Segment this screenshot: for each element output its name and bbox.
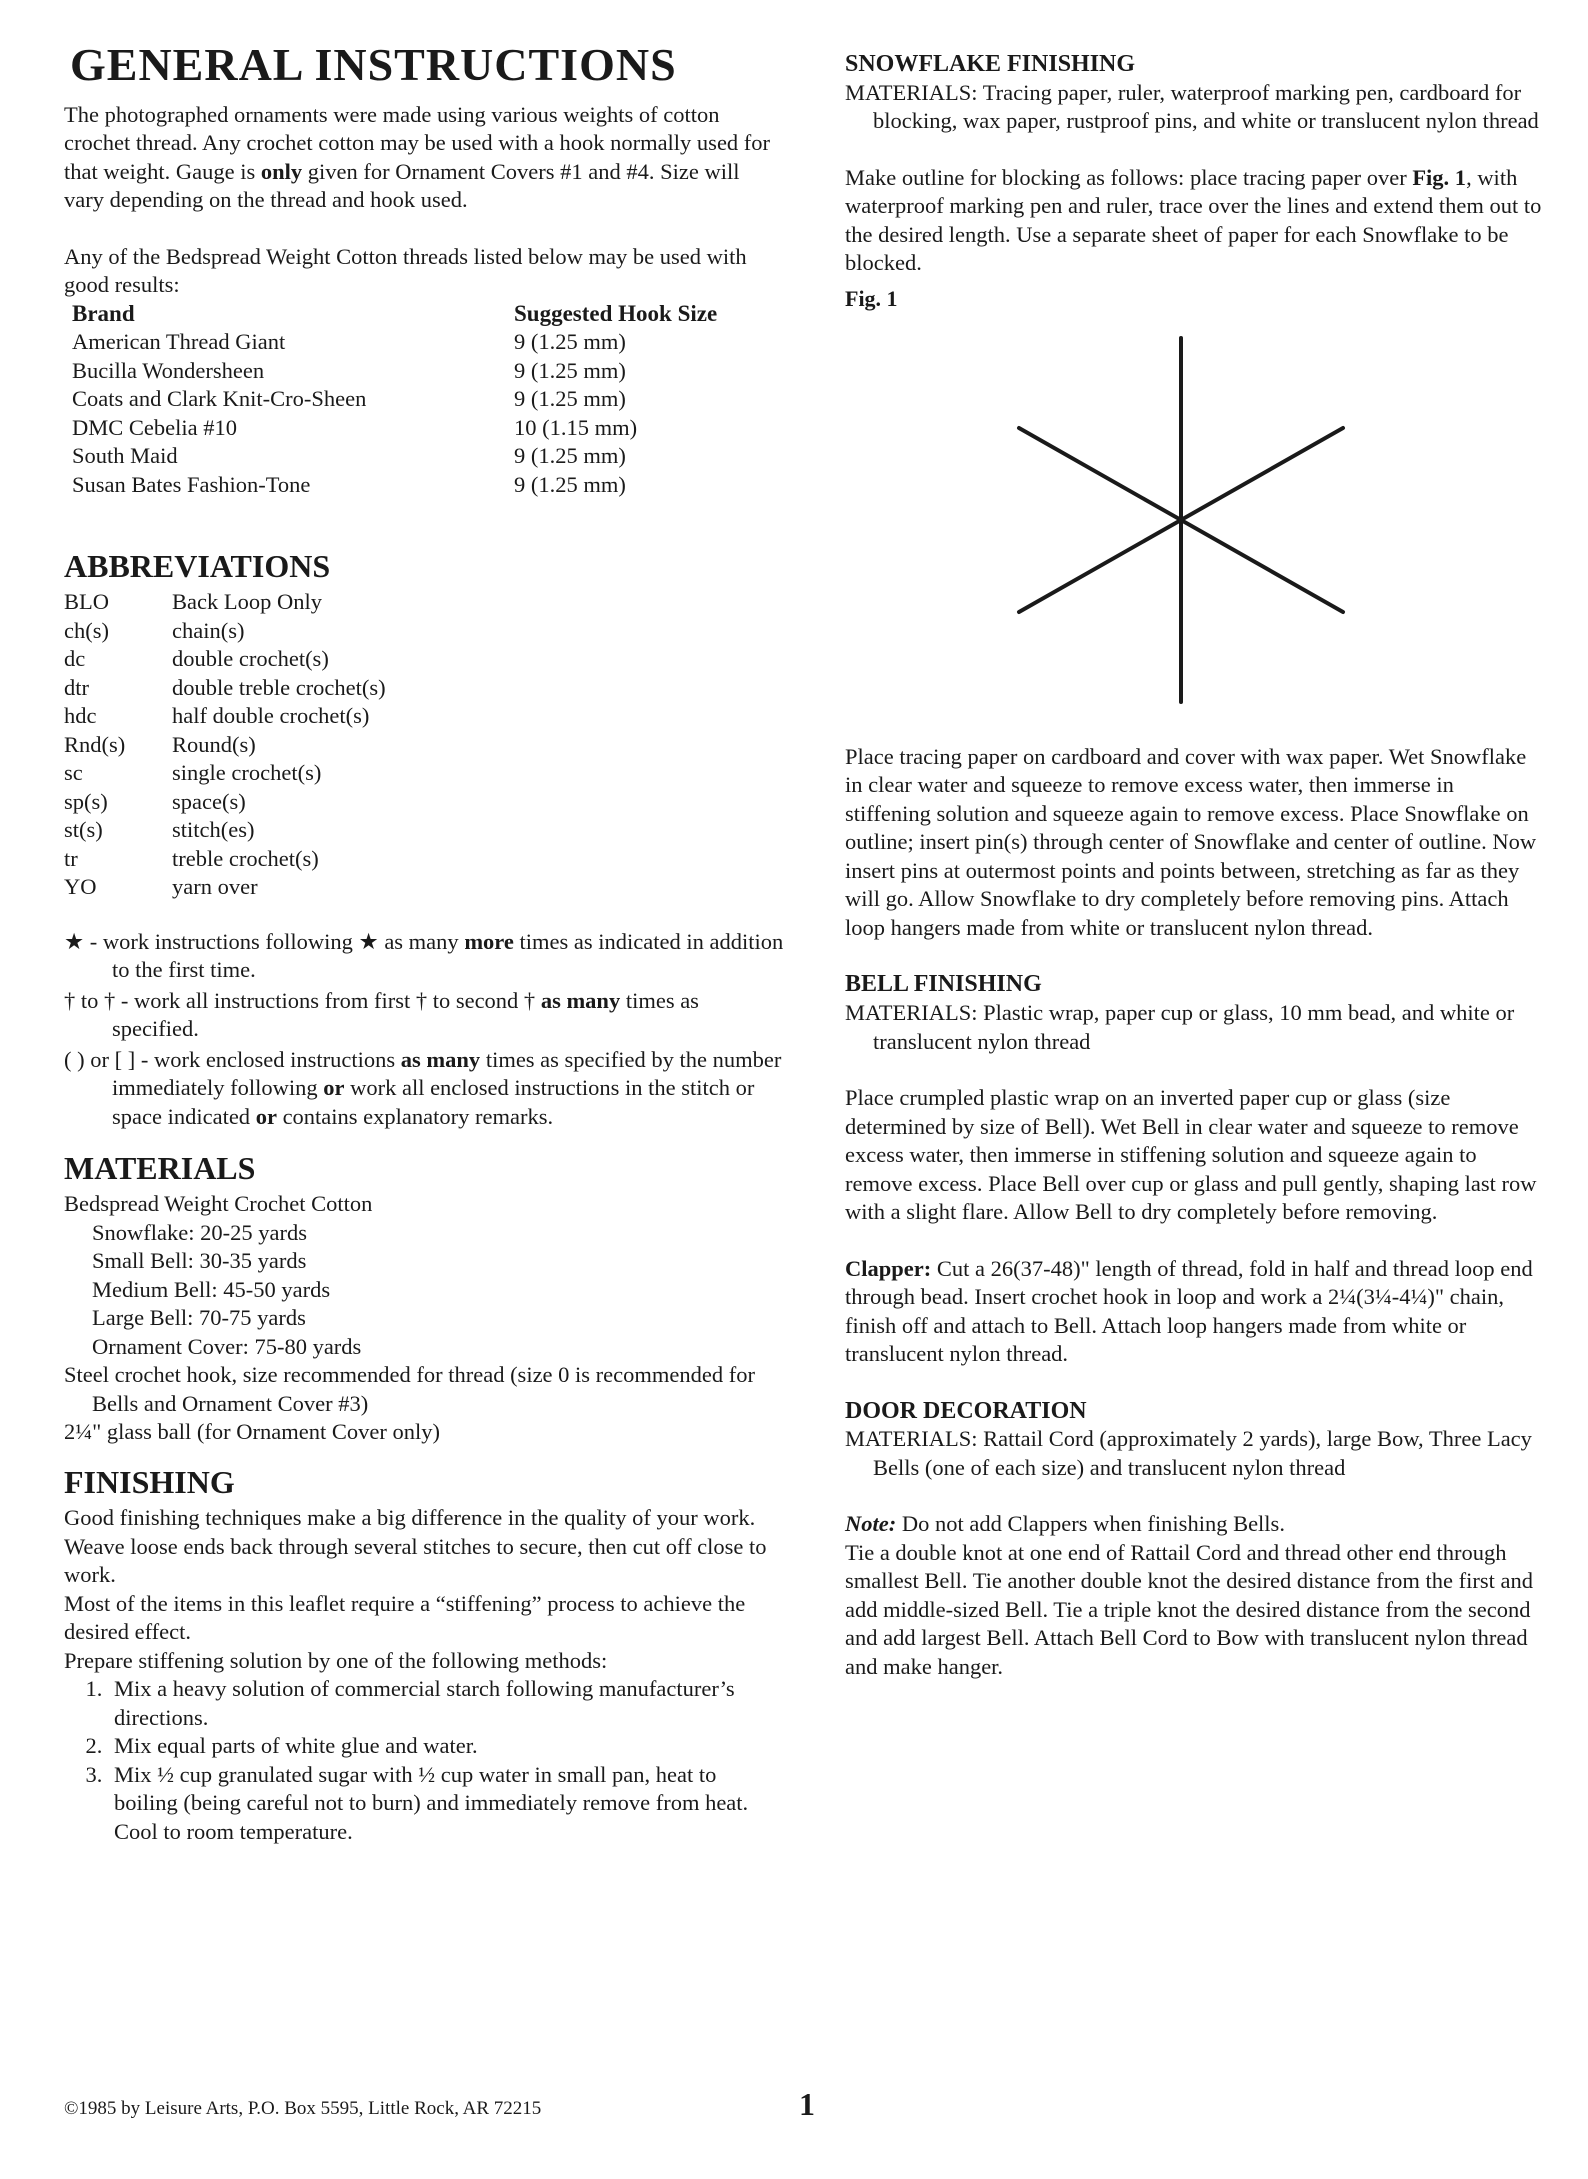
abbreviations-table <box>64 588 386 902</box>
list-item <box>64 873 386 902</box>
snowflake-outline-paragraph: Make outline for blocking as follows: place tracing paper over Fig. 1, with waterproof marking pen and ruler, trace over the lines and extend them out to the desired length. Use a separate sheet of paper for each Snowflake to be blocked. <box>845 164 1542 276</box>
snowflake-heading: SNOWFLAKE FINISHING <box>845 51 1136 77</box>
abbreviation-meaning: double treble crochet(s) <box>172 674 386 700</box>
threads-intro: Any of the Bedspread Weight Cotton threads listed below may be used with good results: <box>64 243 747 298</box>
abbreviation-meaning: double crochet(s) <box>172 646 329 672</box>
left-column <box>64 40 784 1846</box>
list-item <box>64 845 386 874</box>
abbreviation: st(s) <box>64 817 103 843</box>
table-row <box>72 414 717 443</box>
abbreviation-meaning: space(s) <box>172 788 246 814</box>
brand-cell: DMC Cebelia #10 <box>72 414 237 440</box>
list-item <box>64 788 386 817</box>
bell-heading: BELL FINISHING <box>845 971 1042 998</box>
brand-cell: Coats and Clark Knit-Cro-Sheen <box>72 386 367 412</box>
abbreviation-meaning: Back Loop Only <box>172 589 322 615</box>
abbreviation: sc <box>64 760 83 786</box>
material-line: Ornament Cover: 75-80 yards <box>92 1333 362 1359</box>
list-item <box>64 645 386 674</box>
table-row <box>72 328 717 357</box>
glass-ball-line: 2¼" glass ball (for Ornament Cover only) <box>64 1419 440 1445</box>
brand-cell: South Maid <box>72 443 178 469</box>
table-row <box>72 442 717 471</box>
abbreviation: dc <box>64 646 86 672</box>
table-row <box>72 471 717 500</box>
finishing-paragraph: Good finishing techniques make a big difference in the quality of your work. Weave loose ends back through several stitches to secure, then cut off close to work. <box>64 1505 767 1588</box>
finishing-paragraph: Most of the items in this leaflet require a “stiffening” process to achieve the desired effect. <box>64 1590 746 1645</box>
brand-cell: Susan Bates Fashion-Tone <box>72 471 311 497</box>
material-line: Small Bell: 30-35 yards <box>92 1248 307 1274</box>
door-materials: MATERIALS: Rattail Cord (approximately 2 yards), large Bow, Three Lacy Bells (one of each size) and translucent nylon thread <box>845 1426 1532 1480</box>
door-process: Tie a double knot at one end of Rattail Cord and thread other end through smallest Bell. Tie another double knot the desired distance from the first and add middle-sized Bell. Tie a triple knot the desired distance from the second and add largest Bell. Attach Bell Cord to Bow with translucent nylon thread and make hanger. <box>845 1539 1533 1679</box>
column-header-hook: Suggested Hook Size <box>514 300 718 326</box>
list-item: 3. Mix ½ cup granulated sugar with ½ cup water in small pan, heat to boiling (being careful not to burn) and immediately remove from heat. Cool to room temperature. <box>108 1761 784 1847</box>
abbreviation-meaning: treble crochet(s) <box>172 845 319 871</box>
list-item <box>64 617 386 646</box>
abbreviation: BLO <box>64 589 109 615</box>
hook-cell: 9 (1.25 mm) <box>514 329 626 355</box>
thread-table-header <box>72 300 717 329</box>
list-item <box>64 702 386 731</box>
table-row <box>72 357 717 386</box>
hook-cell: 9 (1.25 mm) <box>514 357 626 383</box>
abbreviation-meaning: Round(s) <box>172 731 256 757</box>
abbreviation-meaning: single crochet(s) <box>172 760 322 786</box>
clapper-paragraph: Clapper: Cut a 26(37-48)" length of thread, fold in half and thread loop end through bead. Insert crochet hook in loop and work a 2¼(3¼-4¼)" chain, finish off and attach to Bell. Attach loop hangers made from white or translucent nylon thread. <box>845 1255 1533 1367</box>
star-note: ★ - work instructions following ★ as many more times as indicated in addition to the first time. <box>64 928 784 983</box>
hook-line: Steel crochet hook, size recommended for thread (size 0 is recommended for Bells and Ornament Cover #3) <box>64 1362 755 1416</box>
abbreviation-meaning: yarn over <box>172 874 258 900</box>
list-item <box>64 759 386 788</box>
bell-materials: MATERIALS: Plastic wrap, paper cup or glass, 10 mm bead, and white or translucent nylon thread <box>845 1000 1515 1054</box>
dagger-note: † to † - work all instructions from first † to second † as many times as specified. <box>64 987 699 1042</box>
abbreviation: ch(s) <box>64 617 109 643</box>
hook-cell: 9 (1.25 mm) <box>514 443 626 469</box>
hook-cell: 9 (1.25 mm) <box>514 386 626 412</box>
list-item: 1. Mix a heavy solution of commercial starch following manufacturer’s directions. <box>108 1675 784 1732</box>
right-column <box>845 50 1545 1681</box>
finishing-paragraph: Prepare stiffening solution by one of the following methods: <box>64 1647 608 1673</box>
materials-heading: MATERIALS <box>64 1150 256 1187</box>
abbreviation: YO <box>64 874 97 900</box>
abbreviation: hdc <box>64 703 97 729</box>
list-item <box>64 816 386 845</box>
snowflake-process: Place tracing paper on cardboard and cover with wax paper. Wet Snowflake in clear water and squeeze to remove excess water, then immerse in stiffening solution and squeeze again to remove excess. Place Snowflake on outline; insert pin(s) through center of Snowflake and center of outline. Now insert pins at outermost points and points between, stretching as far as they will go. Allow Snowflake to dry completely before removing pins. Attach loop hangers made from white or translucent nylon thread. <box>845 743 1537 940</box>
hook-cell: 9 (1.25 mm) <box>514 471 626 497</box>
list-item: 2. Mix equal parts of white glue and water. <box>108 1732 784 1761</box>
abbreviation-meaning: half double crochet(s) <box>172 703 370 729</box>
abbreviation-meaning: chain(s) <box>172 617 245 643</box>
material-line: Bedspread Weight Crochet Cotton <box>64 1191 373 1217</box>
page-number: 1 <box>799 2086 815 2122</box>
bell-process: Place crumpled plastic wrap on an inverted paper cup or glass (size determined by size of Bell). Wet Bell in clear water and squeeze to remove excess water, then immerse in stiffening solution and squeeze again to remove excess. Place Bell over cup or glass and pull gently, shaping last row with a slight flare. Allow Bell to dry completely before removing. <box>845 1085 1537 1225</box>
list-item <box>64 674 386 703</box>
figure-label: Fig. 1 <box>845 285 898 311</box>
snowflake-materials: MATERIALS: Tracing paper, ruler, waterproof marking pen, cardboard for blocking, wax paper, rustproof pins, and white or translucent nylon thread <box>845 79 1539 134</box>
list-item <box>64 731 386 760</box>
intro-paragraph: The photographed ornaments were made using various weights of cotton crochet thread. Any crochet cotton may be used with a hook normally used for that weight. Gauge is only given for Ornament Covers #1 and #4. Size will vary depending on the thread and hook used. <box>64 101 771 213</box>
thread-table <box>72 300 717 500</box>
brand-cell: American Thread Giant <box>72 329 286 355</box>
list-item <box>64 588 386 617</box>
material-line: Snowflake: 20-25 yards <box>92 1219 307 1245</box>
finishing-heading: FINISHING <box>64 1463 235 1500</box>
door-decoration-heading: DOOR DECORATION <box>845 1397 1087 1424</box>
abbreviation: tr <box>64 845 78 871</box>
column-header-brand: Brand <box>72 300 135 326</box>
abbreviation: sp(s) <box>64 788 108 814</box>
parentheses-note: ( ) or [ ] - work enclosed instructions as many times as specified by the number immediately following or work all enclosed instructions in the stitch or space indicated or contains explanatory remarks. <box>64 1046 782 1129</box>
door-note: Note: Do not add Clappers when finishing Bells. <box>845 1511 1285 1537</box>
stiffening-methods <box>64 1675 784 1846</box>
abbreviation: Rnd(s) <box>64 731 126 757</box>
snowflake-outline-icon <box>845 318 1545 738</box>
material-line: Medium Bell: 45-50 yards <box>92 1276 331 1302</box>
abbreviation: dtr <box>64 674 89 700</box>
abbreviations-heading: ABBREVIATIONS <box>64 548 331 585</box>
brand-cell: Bucilla Wondersheen <box>72 357 265 383</box>
hook-cell: 10 (1.15 mm) <box>514 414 638 440</box>
abbreviation-meaning: stitch(es) <box>172 817 255 843</box>
table-row <box>72 385 717 414</box>
copyright: ©1985 by Leisure Arts, P.O. Box 5595, Little Rock, AR 72215 <box>64 2098 542 2119</box>
page-title: GENERAL INSTRUCTIONS <box>70 39 677 90</box>
materials-list <box>64 1190 784 1447</box>
material-line: Large Bell: 70-75 yards <box>92 1305 306 1331</box>
figure-1-snowflake-outline <box>845 318 1545 743</box>
